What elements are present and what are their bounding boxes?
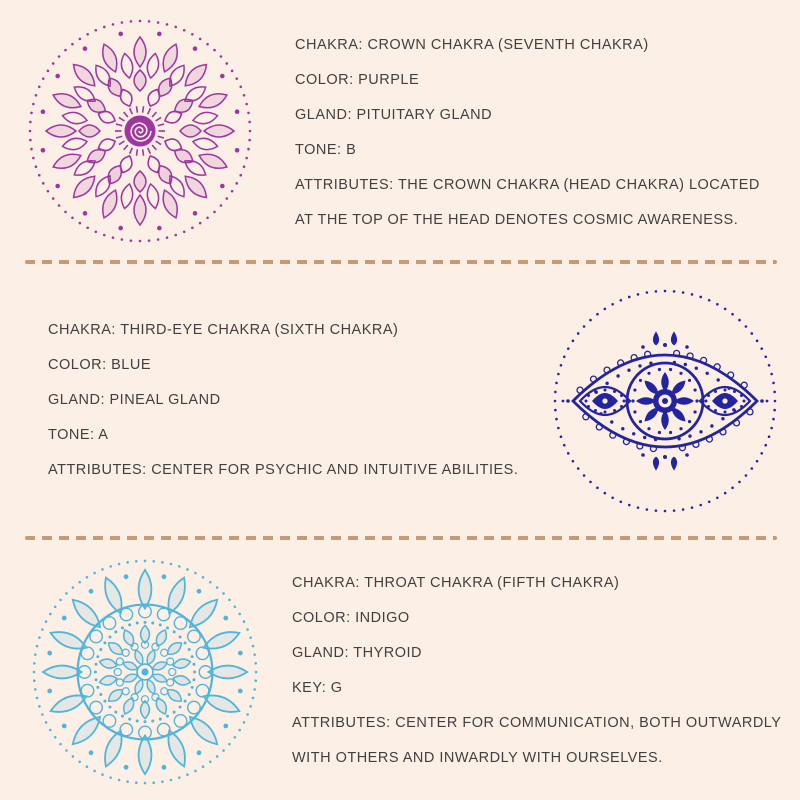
tone-line: TONE: B xyxy=(295,142,357,158)
gland-line: GLAND: PINEAL GLAND xyxy=(48,392,221,408)
dashed-divider-top xyxy=(25,260,777,264)
color-line: COLOR: PURPLE xyxy=(295,72,420,88)
gland-line: GLAND: THYROID xyxy=(292,645,423,661)
throat-chakra-text xyxy=(292,566,800,776)
crown-chakra-mandala-image xyxy=(25,16,255,246)
crown-chakra-text xyxy=(295,28,780,238)
gland-line: GLAND: PITUITARY GLAND xyxy=(295,107,493,123)
tone-line: TONE: A xyxy=(48,427,109,443)
chakra-name-line: CHAKRA: THIRD-EYE CHAKRA (SIXTH CHAKRA) xyxy=(48,322,399,338)
third-eye-chakra-text xyxy=(48,313,603,488)
chakra-name-line: CHAKRA: THROAT CHAKRA (FIFTH CHAKRA) xyxy=(292,575,620,591)
attributes-line: ATTRIBUTES: CENTER FOR COMMUNICATION, BOTH OUTWARDLY WITH OTHERS AND INWARDLY WITH OURSELVES. xyxy=(292,715,782,766)
key-line: KEY: G xyxy=(292,680,343,696)
throat-chakra-mandala-image xyxy=(28,555,262,789)
chakra-name-line: CHAKRA: CROWN CHAKRA (SEVENTH CHAKRA) xyxy=(295,37,649,53)
third-eye-chakra-mandala-image xyxy=(550,286,780,516)
dashed-divider-bottom xyxy=(25,536,777,540)
attributes-line: ATTRIBUTES: THE CROWN CHAKRA (HEAD CHAKRA) LOCATED AT THE TOP OF THE HEAD DENOTES COSMIC AWARENESS. xyxy=(295,177,760,228)
color-line: COLOR: BLUE xyxy=(48,357,151,373)
color-line: COLOR: INDIGO xyxy=(292,610,410,626)
attributes-line: ATTRIBUTES: CENTER FOR PSYCHIC AND INTUITIVE ABILITIES. xyxy=(48,462,519,478)
